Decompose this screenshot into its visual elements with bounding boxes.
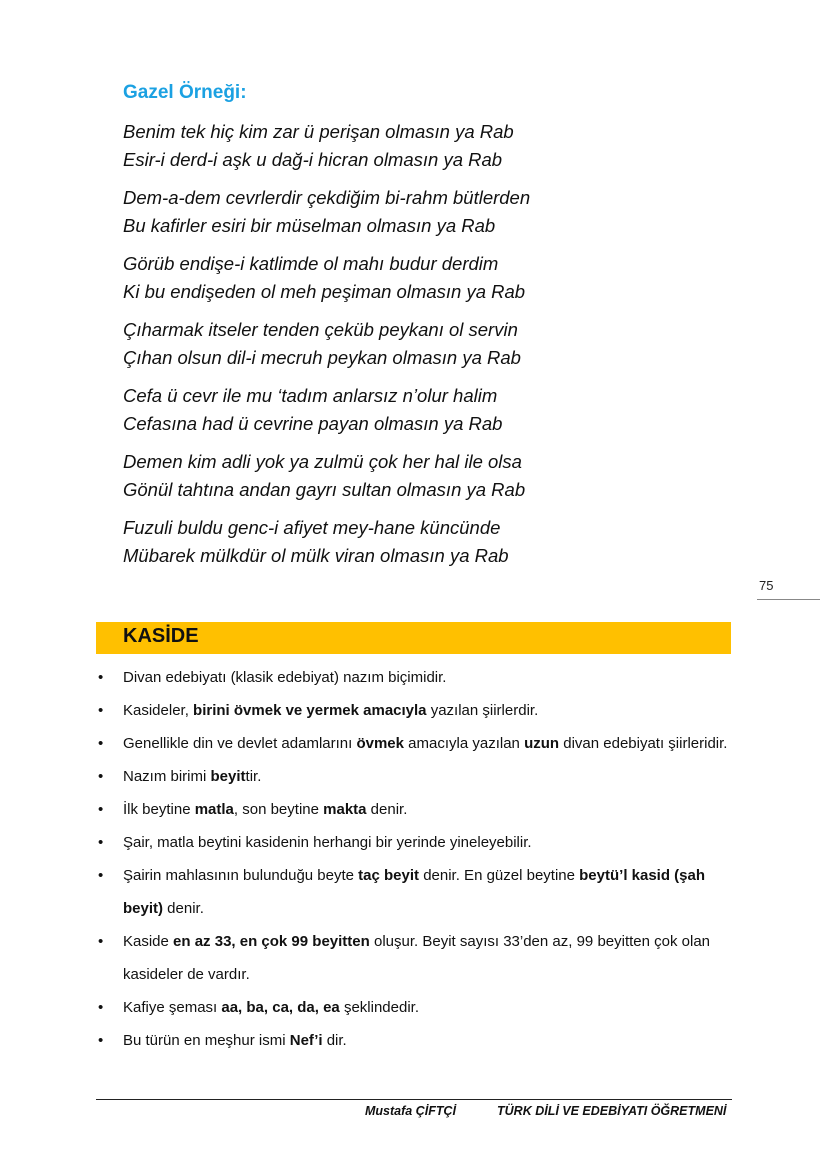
bullet-text: Genellikle din ve devlet adamlarını	[123, 735, 357, 752]
bullet-bold-text: aa, ba, ca, da, ea	[221, 999, 340, 1016]
bullet-item	[96, 826, 736, 859]
bullet-text: Kafiye şeması	[123, 999, 222, 1016]
bullet-text: yazılan şiirlerdir.	[426, 702, 539, 719]
bullet-item	[96, 694, 736, 727]
poem-line: Bu kafirler esiri bir müselman olmasın ya Rab	[123, 215, 496, 236]
bullet-item	[96, 727, 736, 760]
bullet-dot-icon: •	[98, 768, 104, 785]
bullet-bold-text: en az 33, en çok 99 beyitten	[173, 933, 370, 950]
bullet-text: denir. En güzel beytine	[419, 867, 580, 884]
couplet	[123, 382, 683, 438]
bullet-text: denir.	[163, 900, 204, 917]
bullet-text: Kasideler,	[123, 702, 194, 719]
poem-line: Çıharmak itseler tenden çeküb peykanı ol servin	[123, 319, 518, 340]
footer-rule	[96, 1099, 732, 1100]
bullet-text: şeklindedir.	[339, 999, 419, 1016]
bullet-dot-icon: •	[98, 933, 104, 950]
bullet-text: Bu türün en meşhur ismi	[123, 1032, 290, 1049]
kaside-bullet-list	[96, 661, 736, 1057]
couplet	[123, 514, 683, 570]
bullet-bold-text: beytü’l kasid (şah beyit)	[123, 867, 706, 917]
poem-line: Görüb endişe-i katlimde ol mahı budur derdim	[123, 253, 499, 274]
bullet-item	[96, 991, 736, 1024]
bullet-item	[96, 859, 736, 925]
bullet-dot-icon: •	[98, 1032, 104, 1049]
bullet-text: denir.	[366, 801, 408, 818]
couplet	[123, 118, 683, 174]
bullet-text: İlk beytine	[123, 801, 195, 818]
bullet-text: oluşur. Beyit sayısı 33’den az, 99 beyitten çok olan kasideler de vardır.	[123, 933, 711, 983]
poem-line: Fuzuli buldu genc-i afiyet mey-hane küncünde	[123, 517, 501, 538]
bullet-bold-text: övmek	[356, 735, 404, 752]
poem-line: Mübarek mülkdür ol mülk viran olmasın ya Rab	[123, 545, 509, 566]
footer-author: Mustafa ÇİFTÇİ	[365, 1104, 456, 1118]
bullet-dot-icon: •	[98, 867, 104, 884]
couplet	[123, 316, 683, 372]
bullet-dot-icon: •	[98, 669, 104, 686]
poem-line: Dem-a-dem cevrlerdir çekdiğim bi-rahm bütlerden	[123, 187, 531, 208]
bullet-text: divan edebiyatı şiirleridir.	[559, 735, 728, 752]
poem-line: Benim tek hiç kim zar ü perişan olmasın ya Rab	[123, 121, 514, 142]
footer-role: TÜRK DİLİ VE EDEBİYATI ÖĞRETMENİ	[497, 1104, 727, 1118]
bullet-bold-text: makta	[323, 801, 367, 818]
couplet	[123, 184, 683, 240]
bullet-dot-icon: •	[98, 702, 104, 719]
bullet-text: Şairin mahlasının bulunduğu beyte	[123, 867, 359, 884]
page-number: 75	[759, 578, 774, 593]
bullet-bold-text: matla	[194, 801, 234, 818]
bullet-text: Nazım birimi	[123, 768, 211, 785]
bullet-text: Şair, matla beytini kasidenin herhangi bir yerinde yineleyebilir.	[123, 834, 532, 851]
page-number-rule	[757, 599, 820, 600]
bullet-dot-icon: •	[98, 735, 104, 752]
bullet-text: tir.	[245, 768, 262, 785]
bullet-bold-text: beyit	[210, 768, 246, 785]
bullet-item	[96, 661, 736, 694]
bullet-dot-icon: •	[98, 999, 104, 1016]
bullet-dot-icon: •	[98, 834, 104, 851]
bullet-bold-text: uzun	[524, 735, 560, 752]
bullet-text: Divan edebiyatı (klasik edebiyat) nazım biçimidir.	[123, 669, 447, 686]
bullet-item	[96, 1024, 736, 1057]
section-title: KASİDE	[123, 625, 199, 647]
poem-line: Ki bu endişeden ol meh peşiman olmasın ya Rab	[123, 281, 526, 302]
couplet	[123, 250, 683, 306]
poem-line: Cefa ü cevr ile mu ‘tadım anlarsız n’olur halim	[123, 385, 498, 406]
gazel-heading: Gazel Örneği:	[123, 82, 247, 103]
couplet	[123, 448, 683, 504]
bullet-dot-icon: •	[98, 801, 104, 818]
bullet-text: , son beytine	[233, 801, 324, 818]
bullet-text: Kaside	[123, 933, 174, 950]
bullet-bold-text: taç beyit	[358, 867, 420, 884]
poem-line: Cefasına had ü cevrine payan olmasın ya Rab	[123, 413, 503, 434]
bullet-bold-text: Nef’i	[289, 1032, 323, 1049]
poem-line: Demen kim adli yok ya zulmü çok her hal ile olsa	[123, 451, 522, 472]
gazel-poem	[123, 118, 683, 580]
poem-line: Esir-i derd-i aşk u dağ-i hicran olmasın ya Rab	[123, 149, 503, 170]
poem-line: Çıhan olsun dil-i mecruh peykan olmasın ya Rab	[123, 347, 521, 368]
bullet-bold-text: birini övmek ve yermek amacıyla	[193, 702, 427, 719]
bullet-text: dir.	[322, 1032, 347, 1049]
bullet-text: amacıyla yazılan	[404, 735, 525, 752]
bullet-item	[96, 760, 736, 793]
bullet-item	[96, 925, 736, 991]
bullet-item	[96, 793, 736, 826]
poem-line: Gönül tahtına andan gayrı sultan olmasın ya Rab	[123, 479, 526, 500]
